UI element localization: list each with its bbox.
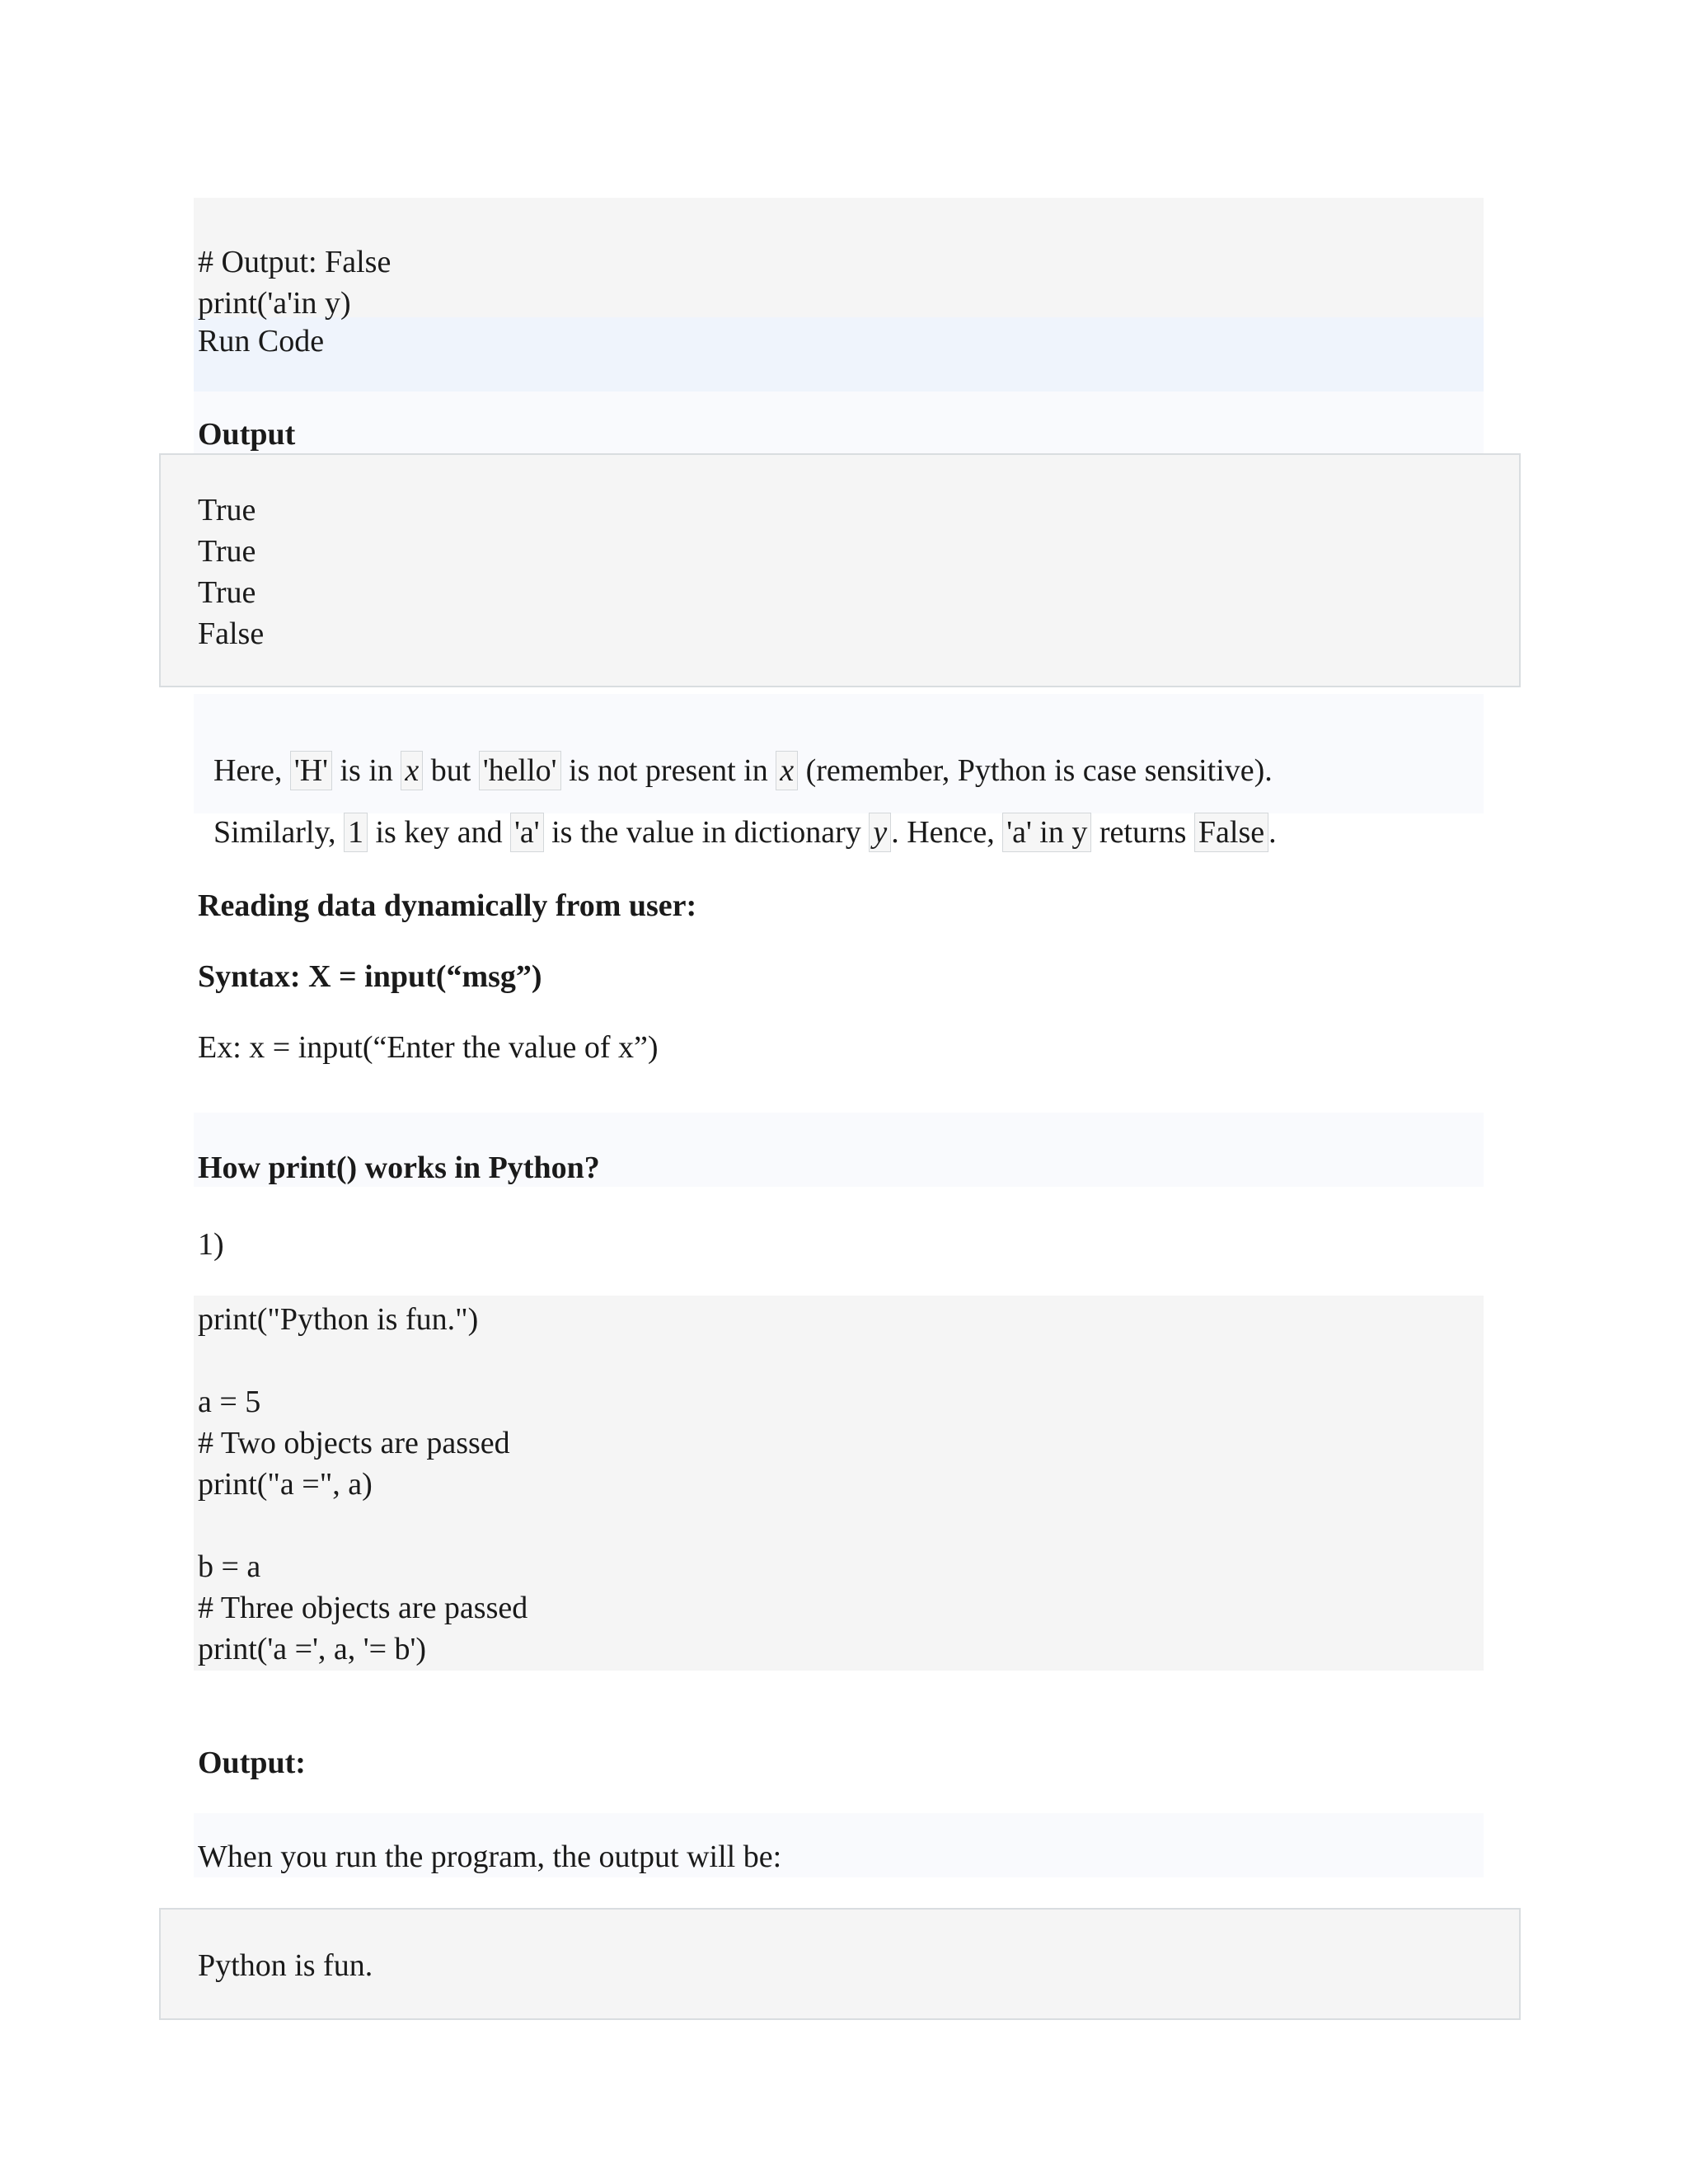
- text-run: . Hence,: [891, 815, 1003, 850]
- output-line: True: [198, 493, 256, 527]
- section-heading-print: How print() works in Python?: [198, 1151, 600, 1185]
- example-line: Ex: x = input(“Enter the value of x”): [198, 1030, 659, 1065]
- list-number: 1): [198, 1227, 224, 1262]
- text-run: is not present in: [560, 753, 776, 788]
- output-line: True: [198, 534, 256, 569]
- code-line: a = 5: [198, 1385, 261, 1419]
- output-line: Python is fun.: [198, 1948, 373, 1983]
- inline-code: 'H': [290, 751, 332, 790]
- code-line: print("a =", a): [198, 1467, 373, 1502]
- text-run: is in: [331, 753, 401, 788]
- inline-code: 'a' in y: [1002, 813, 1091, 852]
- output-line: False: [198, 616, 265, 651]
- code-line: print("Python is fun."): [198, 1302, 479, 1337]
- output-heading-2: Output:: [198, 1746, 306, 1780]
- code-line: print('a'in y): [198, 286, 351, 321]
- code-line: # Three objects are passed: [198, 1591, 528, 1625]
- inline-code: False: [1194, 813, 1268, 852]
- inline-code: x: [776, 751, 798, 790]
- inline-code: x: [401, 751, 423, 790]
- output-intro: When you run the program, the output will be:: [198, 1840, 782, 1874]
- text-run: is the value in dictionary: [543, 815, 870, 850]
- run-code-button[interactable]: Run Code: [198, 324, 325, 359]
- output-heading: Output: [198, 417, 296, 452]
- text-run: (remember, Python is case sensitive).: [798, 753, 1273, 788]
- output-heading-band: [194, 391, 1484, 453]
- text-run: is key and: [367, 815, 511, 850]
- code-line: # Output: False: [198, 245, 392, 279]
- code-line: print('a =', a, '= b'): [198, 1632, 427, 1666]
- output-line: True: [198, 575, 256, 610]
- text-run: .: [1268, 815, 1277, 850]
- code-line: b = a: [198, 1549, 261, 1584]
- section-heading-input: Reading data dynamically from user:: [198, 888, 697, 923]
- inline-code: 1: [344, 813, 368, 852]
- inline-code: 'a': [510, 813, 544, 852]
- text-run: returns: [1091, 815, 1194, 850]
- text-run: Similarly,: [213, 815, 344, 850]
- run-code-bar: [194, 317, 1484, 391]
- output-box-1: [159, 453, 1521, 687]
- text-run: but: [423, 753, 479, 788]
- code-line: # Two objects are passed: [198, 1426, 510, 1460]
- syntax-line: Syntax: X = input(“msg”): [198, 959, 542, 994]
- text-run: Here,: [213, 753, 290, 788]
- explanation-line-2: [198, 771, 1277, 853]
- inline-code: y: [869, 813, 891, 852]
- inline-code: 'hello': [479, 751, 561, 790]
